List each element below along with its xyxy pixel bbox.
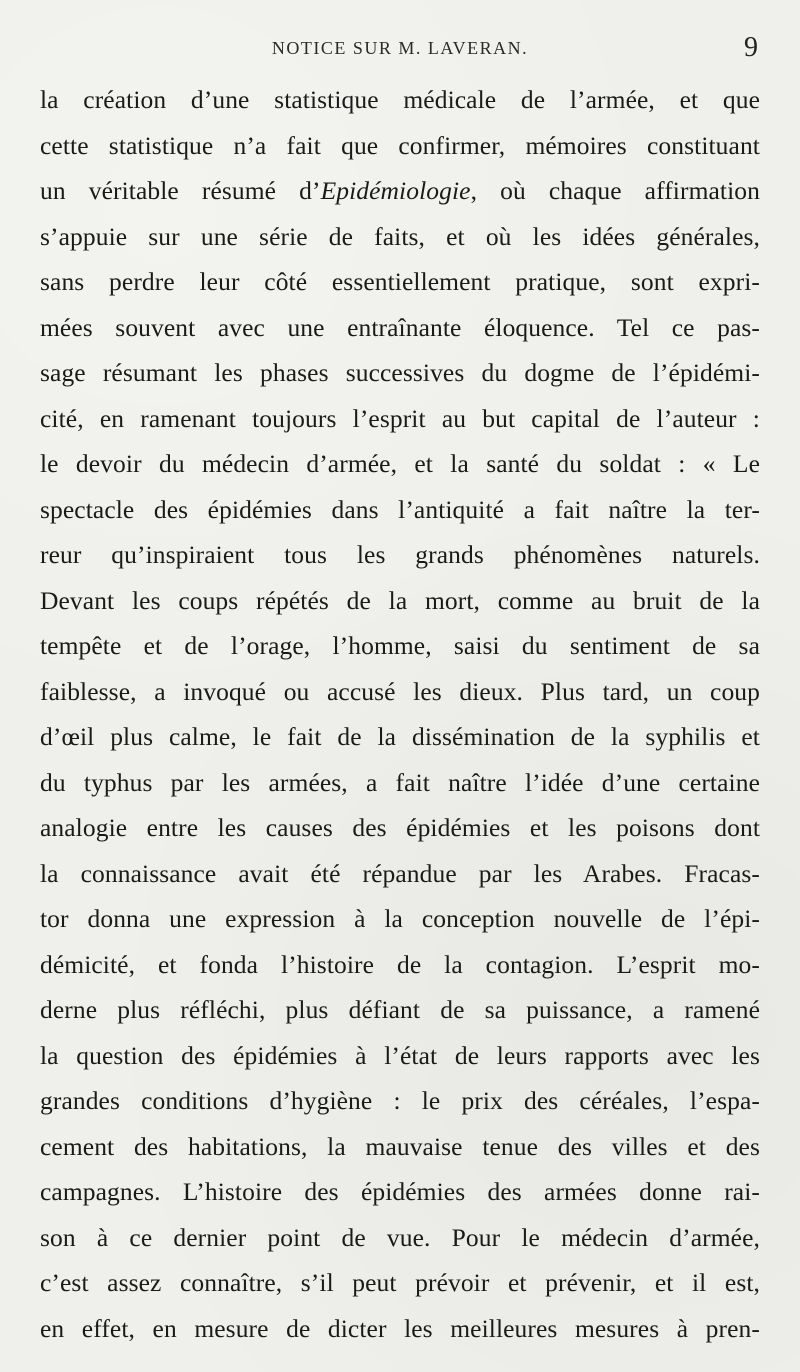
text-line: la création d’une statistique médicale de l’armée, et que <box>40 85 760 114</box>
text-line-after: , où chaque affirmation <box>470 176 760 205</box>
text-line: en effet, en mesure de dicter les meilleures mesures à pren- <box>40 1313 760 1343</box>
text-line: Devant les coups répétés de la mort, comme au bruit de la <box>40 585 760 615</box>
text-line: cette statistique n’a fait que confirmer, mémoires constituant <box>40 130 760 160</box>
text-line: le devoir du médecin d’armée, et la santé du soldat : « Le <box>40 449 760 478</box>
text-line: reur qu’inspiraient tous les grands phénomènes naturels. <box>40 540 760 569</box>
text-line: la question des épidémies à l’état de leurs rapports avec les <box>40 1040 760 1070</box>
text-line: s’appuie sur une série de faits, et où les idées générales, <box>40 221 760 251</box>
text-line: tempête et de l’orage, l’homme, saisi du sentiment de sa <box>40 631 760 660</box>
text-line: sans perdre leur côté essentiellement pratique, sont expri- <box>40 267 760 296</box>
text-line: grandes conditions d’hygiène : le prix des céréales, l’espa- <box>40 1086 760 1115</box>
text-line: cement des habitations, la mauvaise tenue des villes et des <box>40 1131 760 1161</box>
text-line: analogie entre les causes des épidémies et les poisons dont <box>40 813 760 842</box>
italic-term: Epidémiologie <box>320 176 471 205</box>
running-head <box>40 30 760 66</box>
text-line <box>40 168 760 214</box>
text-line: d’œil plus calme, le fait de la dissémination de la syphilis et <box>40 722 760 751</box>
text-line: du typhus par les armées, a fait naître l’idée d’une certaine <box>40 767 760 797</box>
text-line-before: un véritable résumé d’ <box>40 176 321 205</box>
text-line: cité, en ramenant toujours l’esprit au but capital de l’auteur : <box>40 403 760 433</box>
page-number: 9 <box>744 32 758 63</box>
text-line: spectacle des épidémies dans l’antiquité a fait naître la ter- <box>40 494 760 524</box>
text-line: mées souvent avec une entraînante éloquence. Tel ce pas- <box>40 312 760 342</box>
running-title: NOTICE SUR M. LAVERAN. <box>271 38 529 58</box>
text-line: faiblesse, a invoqué ou accusé les dieux. Plus tard, un coup <box>40 676 760 706</box>
text-line: démicité, et fonda l’histoire de la contagion. L’esprit mo- <box>40 949 760 979</box>
body-text <box>40 77 760 1351</box>
text-line: derne plus réfléchi, plus défiant de sa puissance, a ramené <box>40 995 760 1024</box>
text-line: la connaissance avait été répandue par les Arabes. Fracas- <box>40 858 760 888</box>
text-line: campagnes. L’histoire des épidémies des armées donne rai- <box>40 1177 760 1206</box>
text-line: son à ce dernier point de vue. Pour le médecin d’armée, <box>40 1222 760 1252</box>
text-line: c’est assez connaître, s’il peut prévoir et prévenir, et il est, <box>40 1268 760 1297</box>
text-line: sage résumant les phases successives du dogme de l’épidémi- <box>40 358 760 387</box>
text-line: tor donna une expression à la conception nouvelle de l’épi- <box>40 904 760 933</box>
